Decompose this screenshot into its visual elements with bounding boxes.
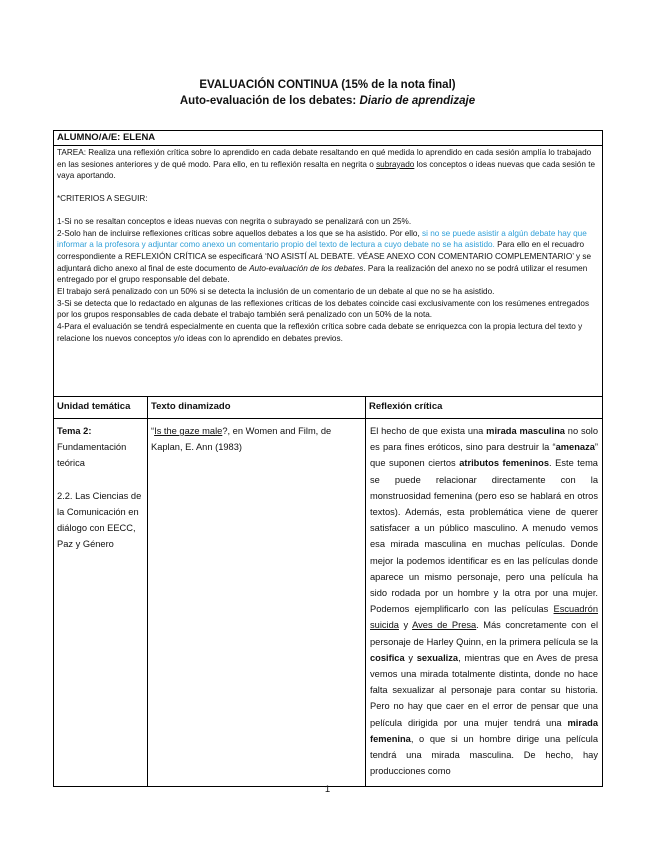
page-number: 1 <box>324 784 331 795</box>
student-name: ALUMNO/A/E: ELENA <box>54 131 602 146</box>
text-quote: “ <box>151 426 155 436</box>
document-title: EVALUACIÓN CONTINUA (15% de la nota final) <box>199 79 456 91</box>
subtitle-italic: Diario de aprendizaje <box>359 95 476 107</box>
reflection-text: ” que suponen ciertos <box>370 442 598 469</box>
task-underlined-word: subrayado <box>376 159 415 169</box>
criterion-2 <box>57 228 599 287</box>
criterion-1: 1-Si no se resaltan conceptos e ideas nuevas con negrita o subrayado se penalizará con un 25%. <box>57 216 412 226</box>
criterion-2-text-b: Para ello en el recuadro correspondiente a REFLEXIÓN CRÍTICA se especificará ‘NO ASISTÍ AL DEBATE. VÉASE ANEXO CON COMENTARIO COMPLEMENTARIO’ y se adjuntará dicho anexo al final de este documento de <box>57 240 592 273</box>
unit-cell <box>54 419 148 786</box>
reflection-underlined: Aves de Presa <box>412 620 477 631</box>
reflection-bold: amenaza <box>555 442 595 453</box>
reflection-text: , o que si un hombre dirige una película tendrá una mirada masculina. De hecho, hay producciones como <box>370 733 598 777</box>
criterion-2-italic: Auto-evaluación de los debates <box>249 263 364 273</box>
header-text: Texto dinamizado <box>148 397 366 419</box>
task-instructions <box>54 146 602 397</box>
unit-subtopic: 2.2. Las Ciencias de la Comunicación en diálogo con EECC, Paz y Género <box>57 490 142 550</box>
task-text: TAREA: Realiza una reflexión crítica sobre lo aprendido en cada debate resaltando en qué medida lo aprendido en cada sesión amplía lo trabajado en las sesiones anteriores y de qué modo. Para ello, en tu reflexión resalta en negrita o <box>57 148 592 169</box>
reflection-text: . Este tema se puede relacionar directamente con la monstruosidad femenina (pero eso se hablará en otros textos). Además, esta problemática viene de querer satisfacer a un público masculino. A menudo vemos esa mirada masculina en muchas películas. Donde mejor la podemos identificar es en las películas donde aparece un mismo personaje, pero una película ha sido rodada por un hombre y la otra por una mujer. Podemos ejemplificarlo con las películas <box>370 458 598 615</box>
unit-tema-name: Fundamentación teórica <box>57 442 127 469</box>
subtitle-prefix: Auto-evaluación de los debates: <box>179 95 357 107</box>
criterion-2-highlight: si no se puede asistir a algún debate hay que informar a la profesora y adjuntar como anexo un comentario propio del texto de lectura a cuyo debate no se ha asistido. <box>57 228 587 250</box>
reflection-text: no solo es para fines eróticos, sino para destruir la “ <box>370 426 598 453</box>
table-row <box>54 419 602 786</box>
reflection-bold: mirada femenina <box>370 717 598 744</box>
task-text-end: los conceptos o ideas nuevas que cada sesión te vaya aportando. <box>57 159 596 181</box>
reflection-text: y <box>408 652 413 663</box>
reflection-bold: atributos femeninos <box>459 458 550 469</box>
criteria-title: *CRITERIOS A SEGUIR: <box>57 194 148 204</box>
text-cell <box>148 419 366 786</box>
reflection-bold: mirada masculina <box>486 426 565 436</box>
page-title <box>0 77 655 109</box>
evaluation-form <box>53 130 603 787</box>
unit-tema <box>57 423 144 472</box>
criterion-4: 4-Para el evaluación se tendrá especialmente en cuenta que la reflexión crítica sobre cada debate se enriquezca con la propia lectura del texto y relacione los nuevos conceptos y/o ideas con lo aprendido en debates previos. <box>57 322 583 343</box>
text-title-link[interactable]: Is the gaze male <box>154 426 223 436</box>
reflection-text: y <box>403 620 409 631</box>
criterion-2-penalty: El trabajo será penalizado con un 50% si se detecta la inclusión de un comentario de un debate al que no se ha asistido. <box>57 287 495 297</box>
document-subtitle <box>0 93 655 109</box>
criterion-3: 3-Si se detecta que lo redactado en algunas de las reflexiones críticas de los debates coincide casi exclusivamente con los resúmenes entregados por los grupos responsables de cada debate el trabajo también será penalizado con un 50% de la nota. <box>57 298 590 320</box>
task-paragraph <box>57 147 599 182</box>
text-reference: ?, en Women and Film, de Kaplan, E. Ann (1983) <box>151 426 332 453</box>
reflection-text: , mientras que en Aves de presa vemos una mirada totalmente distinta, donde no hace falta sexualizar al personaje para contar su historia. Pero no hay que caer en el error de pensar que una película dirigida por una mujer tendrá una <box>370 652 598 728</box>
header-unit: Unidad temática <box>54 397 148 419</box>
reflection-bold: sexualiza <box>416 652 459 663</box>
table-header-row <box>54 397 602 419</box>
reflection-text: El hecho de que exista una <box>370 426 484 436</box>
unit-tema-label: Tema 2: <box>57 426 92 436</box>
criterion-2-text-c: . Para la realización del anexo no se podrá utilizar el resumen entregado por el grupo responsable del debate. <box>57 263 588 285</box>
header-reflection: Reflexión crítica <box>366 397 602 419</box>
criterion-2-text: 2-Solo han de incluirse reflexiones críticas sobre aquellos debates a los que se ha asistido. Por ello, <box>57 228 420 238</box>
reflection-bold: cosifica <box>370 652 405 663</box>
reflection-underlined: Escuadrón suicida <box>370 604 598 631</box>
reflection-text: . Más concretamente con el personaje de Harley Quinn, en la primera película se la <box>370 620 599 647</box>
reflection-cell <box>366 419 602 786</box>
